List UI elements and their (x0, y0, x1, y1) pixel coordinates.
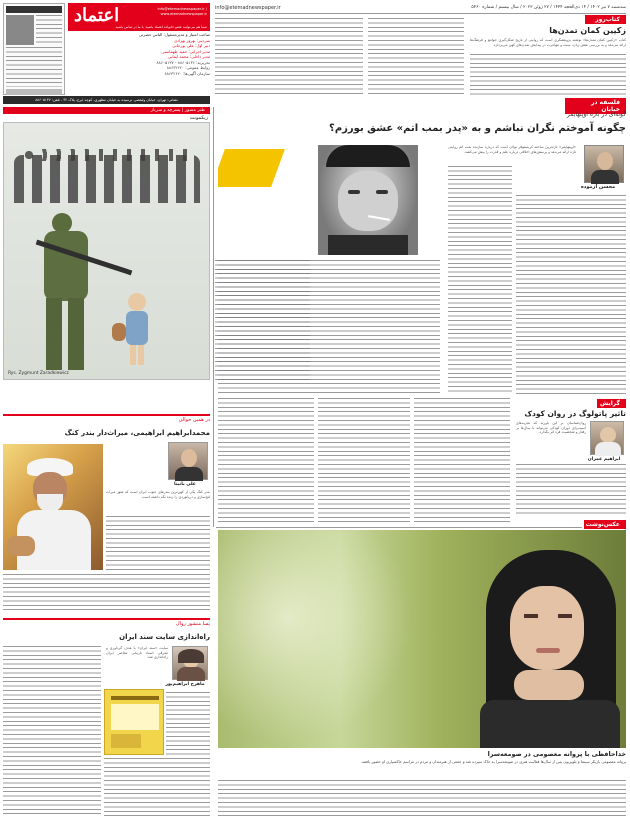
feature-headline: چگونه آموختم نگران نباشم و به «پدر بمب اتم» عشق بورزم؟ (329, 123, 626, 134)
trend-text: روان‌شناسان بر این باورند که تجربه‌های آسیب‌زای دوران کودکی می‌تواند تا سال‌ها بر رفتار و شخصیت فرد اثر بگذارد. (516, 421, 586, 435)
masthead-slogan: شما هم می‌توانید عضو خانواده اعتماد باشید. با ما در تماس باشید (115, 25, 207, 29)
feature-kicker: گونه‌ای در باره اوپنهایمر (566, 111, 626, 118)
credit-line: سردبیر: بهروز بهزادی (174, 37, 210, 43)
mid-text-1 (215, 260, 310, 380)
section-label-book: کتاب‌روز (585, 15, 626, 24)
site-body-3 (166, 692, 210, 756)
credit-line: دبیر اول: علی پورخانی (172, 43, 210, 48)
masthead-logo-block (68, 3, 210, 31)
cartoon-caption: زیکمونت (189, 115, 208, 121)
cartoon-label: طنز مصور (184, 108, 205, 113)
trend-author-photo (590, 421, 624, 455)
photo-section-rule (216, 527, 582, 528)
trend-body (516, 464, 626, 516)
front-page-thumbnail (3, 3, 65, 95)
site-body-2 (104, 758, 210, 816)
feature-body-1 (516, 195, 626, 395)
address-bar: نشانی: تهران، خیابان ولیعصر، نرسیده به خیابان مطهری، کوچه ایرج، پلاک ۴۲ - تلفن: ۸۸۶۰۵۱۳۷ (3, 96, 210, 104)
memory-headline: محمدابراهیم ابراهیمی، میراث‌دار بندر کنگ (64, 429, 210, 437)
credit-line: تحریریه: ۸۸۶۰۵۱۳۶ - ۸۸۶۰۵۱۳۷ (156, 59, 210, 65)
section-label-memory: در همین حوالی (3, 414, 210, 423)
memory-body-2 (3, 574, 210, 612)
website-label: info@etemadnewspaper.ir (215, 5, 281, 11)
credit-line: صاحب امتیاز و مدیرمسئول: الیاس حضرتی (138, 32, 210, 37)
site-author-photo (172, 646, 208, 680)
feature-body-2 (448, 166, 512, 395)
memory-author: علی بانیتا (174, 482, 196, 487)
memory-author-photo (168, 442, 208, 480)
section-label-philosophy: فلسفه در خیابان (565, 98, 626, 114)
header-rule (215, 13, 626, 14)
credit-line: سازمان آگهی‌ها: ۸۸۶۳۲۶۲۰ (164, 70, 210, 76)
credits-box (68, 32, 210, 87)
issue-line: سه‌شنبه ۷ تیر ۱۴۰۲ / ۱۴ ذی‌الحجه ۱۴۴۴ / ۲۷ ژوئن ۲۰۲۳ / سال بیستم / شماره ۵۴۶۰ (471, 5, 626, 10)
book-text-body (470, 54, 626, 96)
column-divider (213, 107, 214, 527)
memory-photo (3, 444, 103, 570)
book-headline: زکیین کمان تمدن‌ها (549, 26, 626, 35)
site-author: ماهرخ ابراهیم‌پور (165, 682, 205, 687)
mid-text-2 (218, 398, 314, 522)
credit-line: مدیر اجرایی: حمید طهماسبی (161, 48, 210, 54)
trend-author: ابراهیم عمران (587, 457, 621, 462)
memory-body (106, 516, 210, 572)
site-headline: راه‌اندازی سایت سند ایران (119, 633, 210, 641)
section-label-photo: عکس‌نوشت (584, 520, 626, 529)
site-text: سایت «سند ایران» با هدف گردآوری و معرفی اسناد تاریخی معاصر ایران راه‌اندازی شد. (106, 646, 168, 660)
mid-text-4 (414, 398, 510, 522)
cartoon-image (3, 122, 210, 380)
obituary-caption-body (218, 780, 626, 816)
credit-line: روابط عمومی: ۸۸۶۳۲۶۲۰ (166, 65, 210, 70)
col-text-2 (368, 18, 464, 94)
obituary-photo (218, 530, 626, 748)
site-body-1 (3, 646, 101, 816)
oppenheimer-image (218, 145, 440, 255)
author-photo (584, 145, 624, 183)
trend-headline: تاثیر پاتولوگ در روان کودک (524, 409, 626, 418)
cartoon-signature: Rys. Zygmunt Zaradkiewicz (8, 371, 69, 376)
masthead-contact: info@etemadnewspaper.ir / www.etemadnewspaper.ir (157, 7, 207, 16)
obituary-caption-text: پروانه معصومی بازیگر سینما و تلویزیون پس از سال‌ها فعالیت هنری در صومعه‌سرا به خاک سپرده شد و جمعی از هنرمندان و مردم در مراسم خاکسپاری او حضور یافتند. (360, 760, 626, 764)
feature-author: محسن آزموده (580, 184, 616, 190)
memory-text: بندر کنگ یکی از کهن‌ترین بندرهای جنوب ایران است که هنوز میراث لنج‌سازی و دریانوردی را زنده نگه داشته است. (106, 490, 210, 499)
mid-text-3 (318, 398, 410, 522)
site-book-image (104, 689, 164, 755)
section-label-site: پسا منشور زوال (3, 618, 210, 627)
section-label-cartoon: طنز مصور | پسرچه و سرباز (3, 107, 210, 114)
section-label-trend: گرایش (597, 399, 626, 408)
feature-lead-text: «اوپنهایمر» تازه‌ترین ساخته کریستوفر نولان است که درباره سازنده بمب اتم روایتی تازه ارائه می‌دهد و پرسش‌های اخلاقی درباره علم و قدرت را پیش می‌کشد. (448, 145, 576, 154)
cartoon-label-sub: پسرچه و سرباز (150, 108, 181, 113)
credit-line: مدیر داخلی: محمد ایمانی (167, 54, 210, 59)
masthead-logo: اعتماد (74, 5, 120, 26)
col-text-3 (215, 18, 363, 94)
book-text: کتاب «زکیین کمان تمدن‌ها» نوشته پژوهشگری است که روایتی از تاریخ شکل‌گیری جوامع و فرهنگ‌ها ارائه می‌دهد و به بررسی نقش زبان، سنت و مهاجرت در پیدایش تمدن‌های کهن می‌پردازد. (470, 38, 626, 47)
obituary-caption-headline: خداحافظی با پروانه معصومی در صومعه‌سرا (487, 750, 626, 758)
